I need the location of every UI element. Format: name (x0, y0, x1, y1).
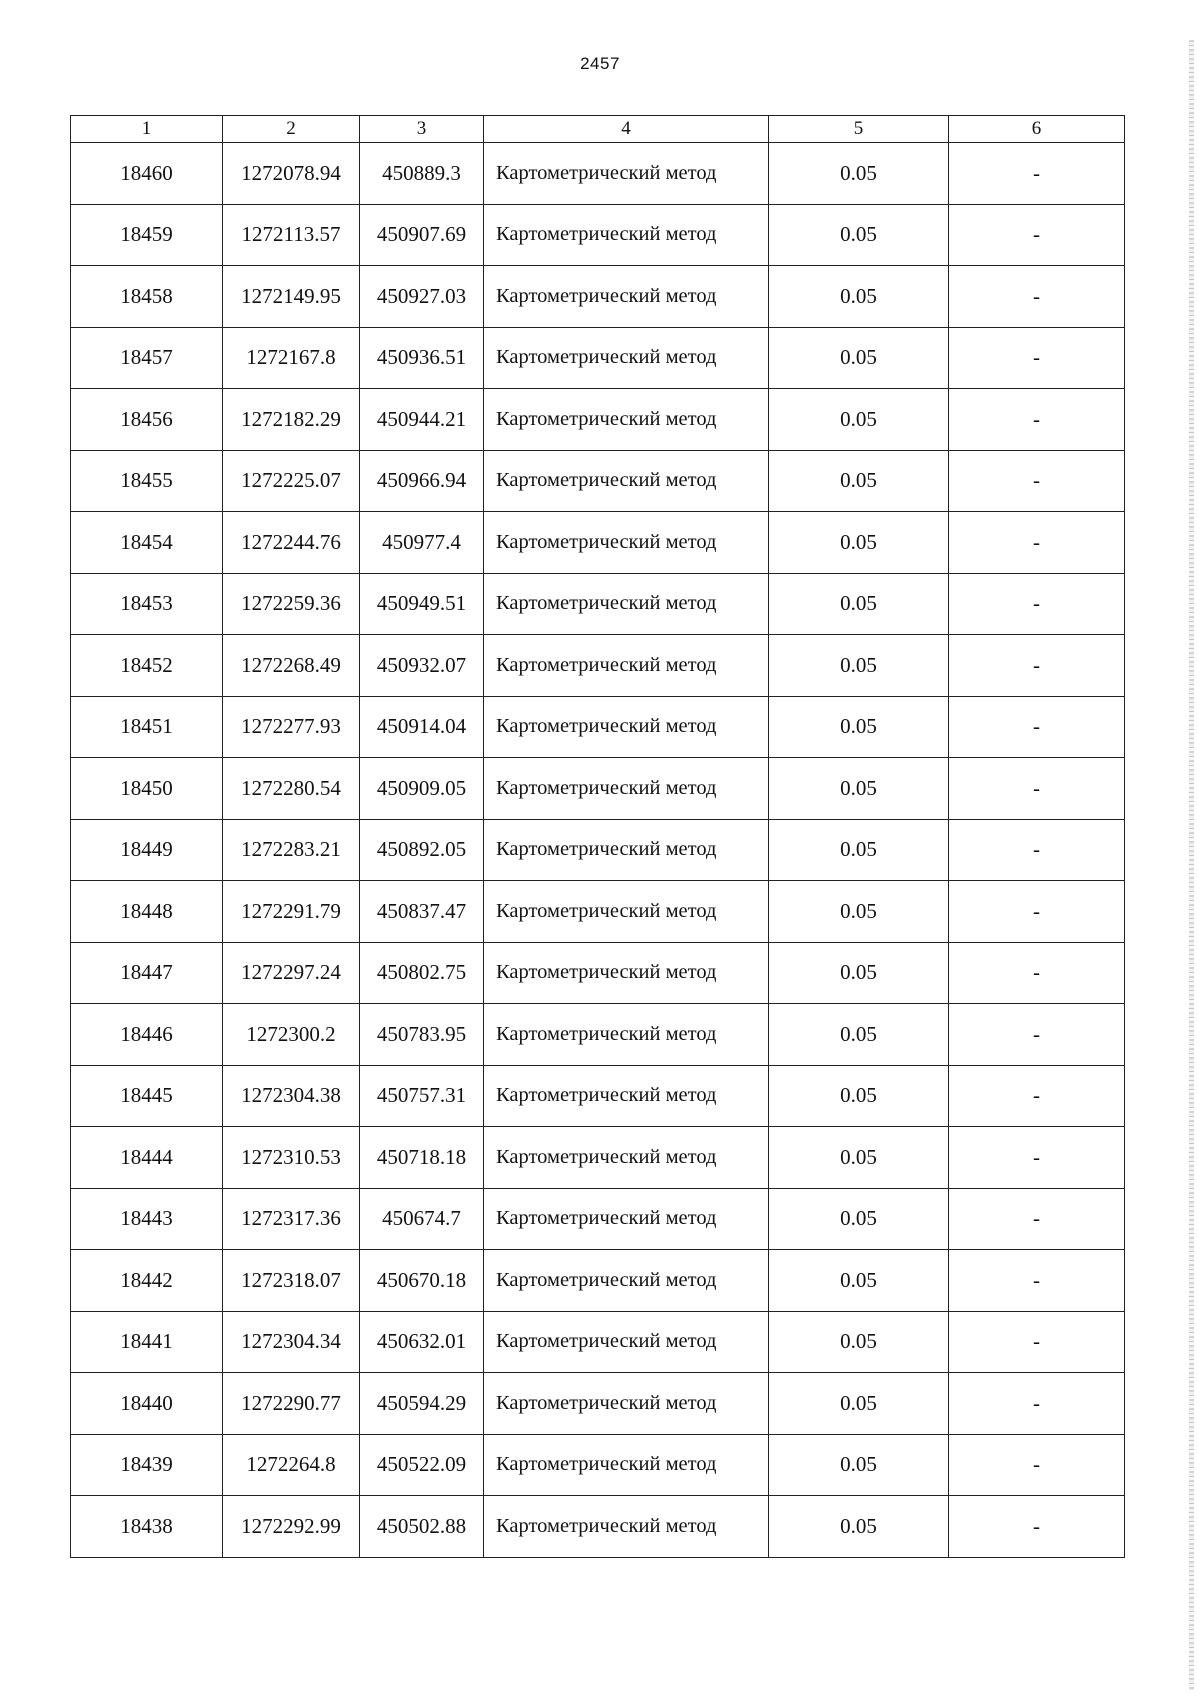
note-cell: - (949, 1496, 1125, 1558)
y-coordinate-cell: 450802.75 (360, 942, 484, 1004)
y-coordinate-cell: 450892.05 (360, 819, 484, 881)
point-number-cell: 18457 (71, 327, 223, 389)
note-cell: - (949, 1004, 1125, 1066)
table-row (71, 758, 1125, 820)
y-coordinate-cell: 450502.88 (360, 1496, 484, 1558)
method-cell: Картометрический метод (484, 1127, 769, 1189)
accuracy-cell: 0.05 (769, 143, 949, 205)
table-row (71, 1065, 1125, 1127)
table-row (71, 204, 1125, 266)
y-coordinate-cell: 450907.69 (360, 204, 484, 266)
y-coordinate-cell: 450949.51 (360, 573, 484, 635)
x-coordinate-cell: 1272167.8 (223, 327, 360, 389)
note-cell: - (949, 1434, 1125, 1496)
y-coordinate-cell: 450966.94 (360, 450, 484, 512)
method-cell: Картометрический метод (484, 1434, 769, 1496)
table-header-row (71, 116, 1125, 143)
accuracy-cell: 0.05 (769, 1250, 949, 1312)
x-coordinate-cell: 1272225.07 (223, 450, 360, 512)
method-cell: Картометрический метод (484, 450, 769, 512)
method-cell: Картометрический метод (484, 512, 769, 574)
x-coordinate-cell: 1272304.34 (223, 1311, 360, 1373)
accuracy-cell: 0.05 (769, 942, 949, 1004)
point-number-cell: 18441 (71, 1311, 223, 1373)
coordinates-table (70, 115, 1125, 1558)
point-number-cell: 18455 (71, 450, 223, 512)
note-cell: - (949, 1311, 1125, 1373)
table-row (71, 389, 1125, 451)
note-cell: - (949, 881, 1125, 943)
x-coordinate-cell: 1272078.94 (223, 143, 360, 205)
point-number-cell: 18449 (71, 819, 223, 881)
x-coordinate-cell: 1272264.8 (223, 1434, 360, 1496)
table-row (71, 696, 1125, 758)
y-coordinate-cell: 450889.3 (360, 143, 484, 205)
x-coordinate-cell: 1272244.76 (223, 512, 360, 574)
x-coordinate-cell: 1272283.21 (223, 819, 360, 881)
point-number-cell: 18444 (71, 1127, 223, 1189)
table-row (71, 573, 1125, 635)
method-cell: Картометрический метод (484, 1250, 769, 1312)
method-cell: Картометрический метод (484, 389, 769, 451)
y-coordinate-cell: 450522.09 (360, 1434, 484, 1496)
point-number-cell: 18456 (71, 389, 223, 451)
accuracy-cell: 0.05 (769, 1065, 949, 1127)
x-coordinate-cell: 1272292.99 (223, 1496, 360, 1558)
y-coordinate-cell: 450944.21 (360, 389, 484, 451)
x-coordinate-cell: 1272310.53 (223, 1127, 360, 1189)
note-cell: - (949, 143, 1125, 205)
point-number-cell: 18458 (71, 266, 223, 328)
point-number-cell: 18459 (71, 204, 223, 266)
table-row (71, 1496, 1125, 1558)
table-row (71, 635, 1125, 697)
accuracy-cell: 0.05 (769, 1188, 949, 1250)
table-row (71, 1127, 1125, 1189)
method-cell: Картометрический метод (484, 266, 769, 328)
table-row (71, 450, 1125, 512)
column-header: 5 (769, 116, 949, 143)
x-coordinate-cell: 1272277.93 (223, 696, 360, 758)
note-cell: - (949, 696, 1125, 758)
x-coordinate-cell: 1272290.77 (223, 1373, 360, 1435)
page-number: 2457 (580, 54, 620, 73)
accuracy-cell: 0.05 (769, 758, 949, 820)
accuracy-cell: 0.05 (769, 1004, 949, 1066)
column-header: 2 (223, 116, 360, 143)
table-row (71, 266, 1125, 328)
method-cell: Картометрический метод (484, 696, 769, 758)
note-cell: - (949, 327, 1125, 389)
y-coordinate-cell: 450927.03 (360, 266, 484, 328)
table-row (71, 1004, 1125, 1066)
x-coordinate-cell: 1272297.24 (223, 942, 360, 1004)
method-cell: Картометрический метод (484, 1373, 769, 1435)
x-coordinate-cell: 1272182.29 (223, 389, 360, 451)
table-row (71, 1373, 1125, 1435)
y-coordinate-cell: 450594.29 (360, 1373, 484, 1435)
table-body (71, 143, 1125, 1558)
point-number-cell: 18460 (71, 143, 223, 205)
point-number-cell: 18439 (71, 1434, 223, 1496)
y-coordinate-cell: 450757.31 (360, 1065, 484, 1127)
accuracy-cell: 0.05 (769, 266, 949, 328)
x-coordinate-cell: 1272259.36 (223, 573, 360, 635)
accuracy-cell: 0.05 (769, 450, 949, 512)
note-cell: - (949, 204, 1125, 266)
accuracy-cell: 0.05 (769, 696, 949, 758)
column-header: 4 (484, 116, 769, 143)
y-coordinate-cell: 450632.01 (360, 1311, 484, 1373)
note-cell: - (949, 1250, 1125, 1312)
method-cell: Картометрический метод (484, 635, 769, 697)
x-coordinate-cell: 1272291.79 (223, 881, 360, 943)
y-coordinate-cell: 450977.4 (360, 512, 484, 574)
y-coordinate-cell: 450837.47 (360, 881, 484, 943)
method-cell: Картометрический метод (484, 881, 769, 943)
column-header: 3 (360, 116, 484, 143)
method-cell: Картометрический метод (484, 327, 769, 389)
x-coordinate-cell: 1272300.2 (223, 1004, 360, 1066)
note-cell: - (949, 1188, 1125, 1250)
point-number-cell: 18438 (71, 1496, 223, 1558)
x-coordinate-cell: 1272280.54 (223, 758, 360, 820)
x-coordinate-cell: 1272113.57 (223, 204, 360, 266)
note-cell: - (949, 819, 1125, 881)
note-cell: - (949, 1127, 1125, 1189)
x-coordinate-cell: 1272268.49 (223, 635, 360, 697)
table-row (71, 881, 1125, 943)
note-cell: - (949, 1373, 1125, 1435)
note-cell: - (949, 635, 1125, 697)
point-number-cell: 18454 (71, 512, 223, 574)
point-number-cell: 18445 (71, 1065, 223, 1127)
point-number-cell: 18453 (71, 573, 223, 635)
accuracy-cell: 0.05 (769, 881, 949, 943)
method-cell: Картометрический метод (484, 758, 769, 820)
y-coordinate-cell: 450670.18 (360, 1250, 484, 1312)
x-coordinate-cell: 1272304.38 (223, 1065, 360, 1127)
accuracy-cell: 0.05 (769, 1434, 949, 1496)
y-coordinate-cell: 450932.07 (360, 635, 484, 697)
y-coordinate-cell: 450718.18 (360, 1127, 484, 1189)
y-coordinate-cell: 450783.95 (360, 1004, 484, 1066)
method-cell: Картометрический метод (484, 143, 769, 205)
method-cell: Картометрический метод (484, 573, 769, 635)
table-row (71, 512, 1125, 574)
table-row (71, 1434, 1125, 1496)
method-cell: Картометрический метод (484, 819, 769, 881)
accuracy-cell: 0.05 (769, 819, 949, 881)
note-cell: - (949, 266, 1125, 328)
table-row (71, 327, 1125, 389)
note-cell: - (949, 573, 1125, 635)
method-cell: Картометрический метод (484, 1188, 769, 1250)
accuracy-cell: 0.05 (769, 635, 949, 697)
y-coordinate-cell: 450936.51 (360, 327, 484, 389)
note-cell: - (949, 942, 1125, 1004)
table-row (71, 1188, 1125, 1250)
point-number-cell: 18452 (71, 635, 223, 697)
point-number-cell: 18442 (71, 1250, 223, 1312)
method-cell: Картометрический метод (484, 204, 769, 266)
table-row (71, 819, 1125, 881)
accuracy-cell: 0.05 (769, 1127, 949, 1189)
point-number-cell: 18443 (71, 1188, 223, 1250)
x-coordinate-cell: 1272318.07 (223, 1250, 360, 1312)
point-number-cell: 18450 (71, 758, 223, 820)
point-number-cell: 18448 (71, 881, 223, 943)
accuracy-cell: 0.05 (769, 204, 949, 266)
method-cell: Картометрический метод (484, 1311, 769, 1373)
table-row (71, 1311, 1125, 1373)
point-number-cell: 18447 (71, 942, 223, 1004)
method-cell: Картометрический метод (484, 1496, 769, 1558)
table-row (71, 942, 1125, 1004)
scan-edge-artifact (1189, 40, 1194, 1690)
accuracy-cell: 0.05 (769, 1373, 949, 1435)
point-number-cell: 18446 (71, 1004, 223, 1066)
x-coordinate-cell: 1272149.95 (223, 266, 360, 328)
note-cell: - (949, 512, 1125, 574)
y-coordinate-cell: 450914.04 (360, 696, 484, 758)
method-cell: Картометрический метод (484, 1004, 769, 1066)
table-row (71, 143, 1125, 205)
table-row (71, 1250, 1125, 1312)
column-header: 6 (949, 116, 1125, 143)
column-header: 1 (71, 116, 223, 143)
accuracy-cell: 0.05 (769, 1311, 949, 1373)
note-cell: - (949, 1065, 1125, 1127)
y-coordinate-cell: 450674.7 (360, 1188, 484, 1250)
method-cell: Картометрический метод (484, 942, 769, 1004)
point-number-cell: 18440 (71, 1373, 223, 1435)
accuracy-cell: 0.05 (769, 1496, 949, 1558)
accuracy-cell: 0.05 (769, 573, 949, 635)
note-cell: - (949, 450, 1125, 512)
accuracy-cell: 0.05 (769, 389, 949, 451)
x-coordinate-cell: 1272317.36 (223, 1188, 360, 1250)
note-cell: - (949, 389, 1125, 451)
method-cell: Картометрический метод (484, 1065, 769, 1127)
y-coordinate-cell: 450909.05 (360, 758, 484, 820)
accuracy-cell: 0.05 (769, 512, 949, 574)
point-number-cell: 18451 (71, 696, 223, 758)
accuracy-cell: 0.05 (769, 327, 949, 389)
note-cell: - (949, 758, 1125, 820)
